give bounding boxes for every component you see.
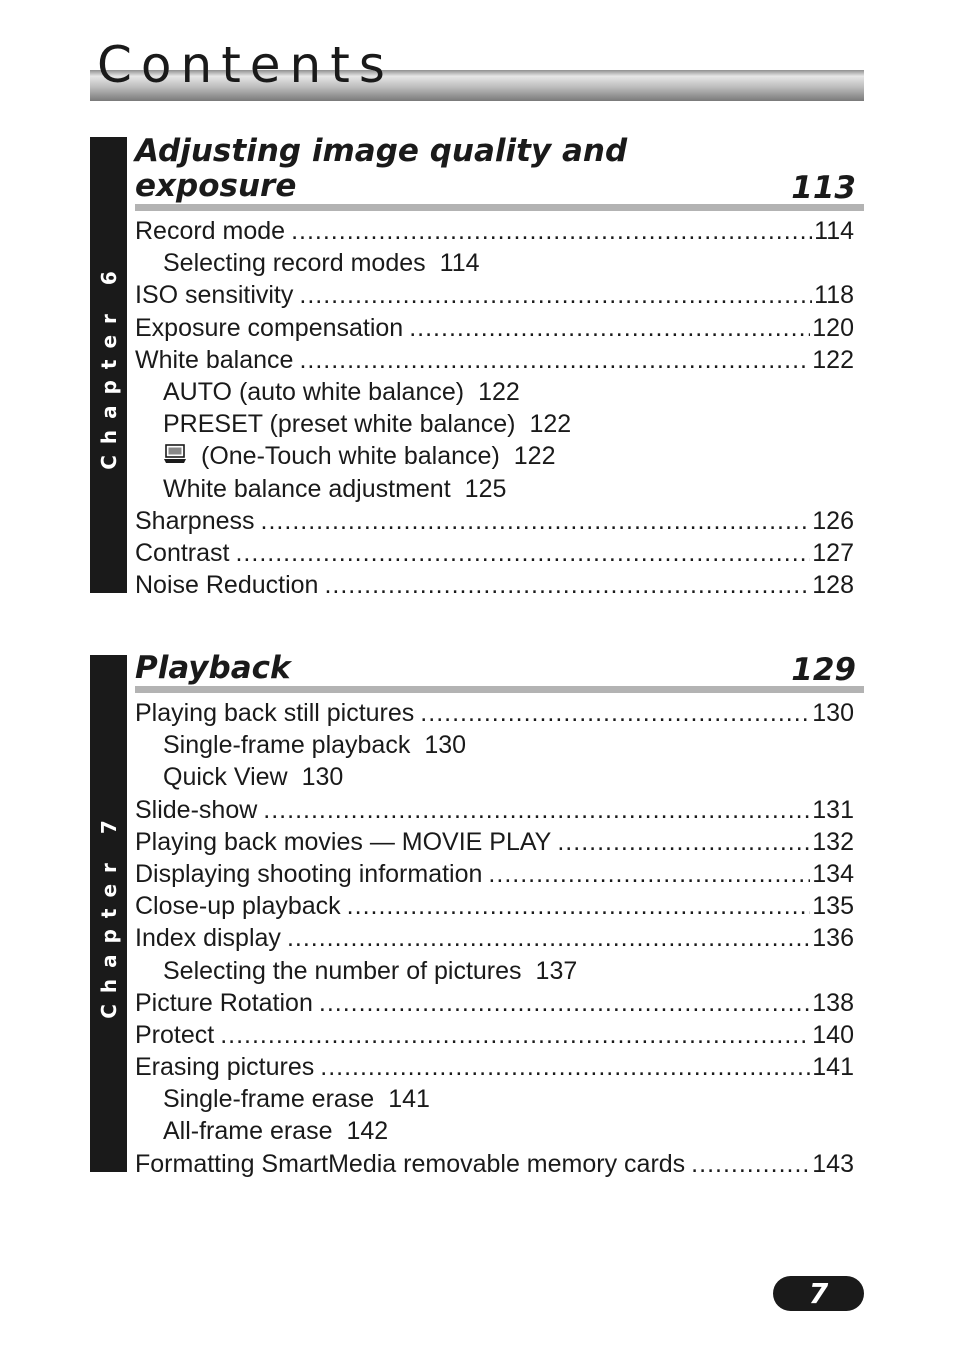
dot-leader [299, 344, 810, 376]
entry-page-number: 122 [529, 410, 572, 439]
entry-title: Contrast [135, 538, 230, 567]
toc-subentry[interactable] [135, 440, 864, 472]
toc-subentry[interactable] [135, 761, 864, 793]
entry-page-number: 122 [513, 442, 556, 471]
entry-title: AUTO (auto white balance) [163, 377, 465, 406]
entry-page-number: 135 [812, 892, 854, 921]
entry-title: Playing back movies — MOVIE PLAY [135, 827, 552, 856]
chapter-6-page: 113 [791, 170, 856, 206]
dot-leader [324, 569, 810, 601]
toc-entry[interactable] [135, 1148, 864, 1180]
dot-leader [299, 279, 812, 311]
dot-leader [261, 505, 811, 537]
page-number-badge: 7 [773, 1276, 864, 1311]
entry-page-number: 132 [812, 827, 854, 856]
entry-page-number: 131 [812, 795, 854, 824]
entry-title: Single-frame erase [163, 1085, 375, 1114]
entry-page-number: 122 [812, 345, 854, 374]
entry-title: ISO sensitivity [135, 281, 294, 310]
dot-leader [557, 826, 810, 858]
entry-title: Noise Reduction [135, 571, 319, 600]
entry-title: Playing back still pictures [135, 699, 415, 727]
entry-page-number: 130 [812, 699, 854, 727]
entry-title: Displaying shooting information [135, 859, 483, 888]
toc-subentry[interactable] [135, 1083, 864, 1115]
toc-subentry[interactable] [135, 1115, 864, 1147]
entry-page-number: 130 [424, 731, 467, 760]
toc-subentry[interactable] [135, 955, 864, 987]
chapter-tab-label: Chapter 6 [96, 260, 121, 470]
toc-entry[interactable] [135, 279, 864, 311]
toc-entry[interactable] [135, 1019, 864, 1051]
entry-title: Sharpness [135, 506, 255, 535]
entry-title: Picture Rotation [135, 988, 313, 1017]
chapter-tab-7 [90, 655, 127, 1172]
entry-title: Formatting SmartMedia removable memory cards [135, 1149, 686, 1178]
toc-entry[interactable] [135, 697, 864, 729]
toc-subentry[interactable] [135, 729, 864, 761]
entry-title: Quick View [163, 763, 288, 792]
chapter-7-section [135, 651, 864, 1180]
entry-title: PRESET (preset white balance) [163, 410, 516, 439]
toc-entry[interactable] [135, 312, 864, 344]
entry-page-number: 127 [812, 538, 854, 567]
dot-leader [409, 312, 810, 344]
entry-title: All-frame erase [163, 1117, 333, 1146]
chapter-tab-6 [90, 137, 127, 593]
chapter-6-title-line2: exposure [135, 168, 297, 204]
chapter-tab-label: Chapter 7 [96, 808, 121, 1019]
toc-subentry[interactable] [135, 408, 864, 440]
page-title: Contents [97, 36, 394, 94]
chapter-6-title-line1: Adjusting image quality and [135, 133, 628, 169]
dot-leader [691, 1148, 810, 1180]
dot-leader [320, 1051, 810, 1083]
entry-page-number: 137 [535, 956, 578, 985]
entry-page-number: 128 [812, 571, 854, 600]
chapter-7-header [135, 651, 864, 693]
entry-page-number: 125 [464, 474, 507, 503]
dot-leader [347, 890, 811, 922]
toc-entry[interactable] [135, 794, 864, 826]
toc-entry[interactable] [135, 569, 864, 601]
toc-entry[interactable] [135, 890, 864, 922]
chapter-6-entries [135, 215, 864, 601]
entry-title: Close-up playback [135, 892, 341, 921]
dot-leader [263, 794, 810, 826]
toc-entry[interactable] [135, 922, 864, 954]
toc-entry[interactable] [135, 858, 864, 890]
toc-entry[interactable] [135, 344, 864, 376]
entry-page-number: 138 [812, 988, 854, 1017]
entry-page-number: 141 [388, 1085, 430, 1114]
chapter-6-header [135, 134, 864, 211]
entry-title: Selecting the number of pictures [163, 956, 522, 985]
toc-entry[interactable] [135, 826, 864, 858]
toc-subentry[interactable] [135, 247, 864, 279]
entry-page-number: 141 [812, 1053, 854, 1082]
entry-page-number: 126 [812, 506, 854, 535]
entry-title: Single-frame playback [163, 731, 411, 760]
entry-page-number: 122 [478, 377, 520, 406]
entry-title: White balance [135, 345, 294, 374]
entry-title: Slide-show [135, 795, 258, 824]
entry-page-number: 120 [812, 313, 854, 342]
entry-title: White balance adjustment [163, 474, 451, 503]
entry-page-number: 140 [812, 1020, 854, 1049]
toc-subentry[interactable] [135, 376, 864, 408]
dot-leader [291, 215, 812, 247]
chapter-7-title: Playback [135, 650, 291, 686]
chapter-7-entries [135, 697, 864, 1180]
toc-subentry[interactable] [135, 473, 864, 505]
entry-page-number: 114 [814, 217, 854, 245]
one-touch-wb-icon [163, 440, 187, 460]
entry-page-number: 130 [301, 763, 344, 792]
dot-leader [220, 1019, 810, 1051]
dot-leader [420, 697, 810, 729]
entry-title: (One-Touch white balance) [201, 442, 500, 471]
toc-entry[interactable] [135, 537, 864, 569]
dot-leader [235, 537, 810, 569]
entry-title: Protect [135, 1020, 215, 1049]
entry-page-number: 114 [439, 249, 480, 278]
chapter-7-page: 129 [791, 652, 856, 688]
entry-page-number: 134 [812, 859, 854, 888]
entry-title: Erasing pictures [135, 1053, 315, 1082]
chapter-6-section [135, 134, 864, 601]
entry-page-number: 136 [812, 924, 854, 953]
toc-entry[interactable] [135, 505, 864, 537]
dot-leader [287, 922, 810, 954]
entry-title: Record mode [135, 217, 286, 245]
toc-entry[interactable] [135, 215, 864, 247]
entry-page-number: 118 [814, 281, 854, 310]
dot-leader [488, 858, 810, 890]
dot-leader [319, 987, 810, 1019]
entry-title: Selecting record modes [163, 249, 426, 278]
entry-page-number: 142 [346, 1117, 389, 1146]
entry-page-number: 143 [812, 1149, 854, 1178]
toc-entry[interactable] [135, 1051, 864, 1083]
toc-entry[interactable] [135, 987, 864, 1019]
entry-title: Index display [135, 924, 281, 953]
entry-title: Exposure compensation [135, 313, 404, 342]
